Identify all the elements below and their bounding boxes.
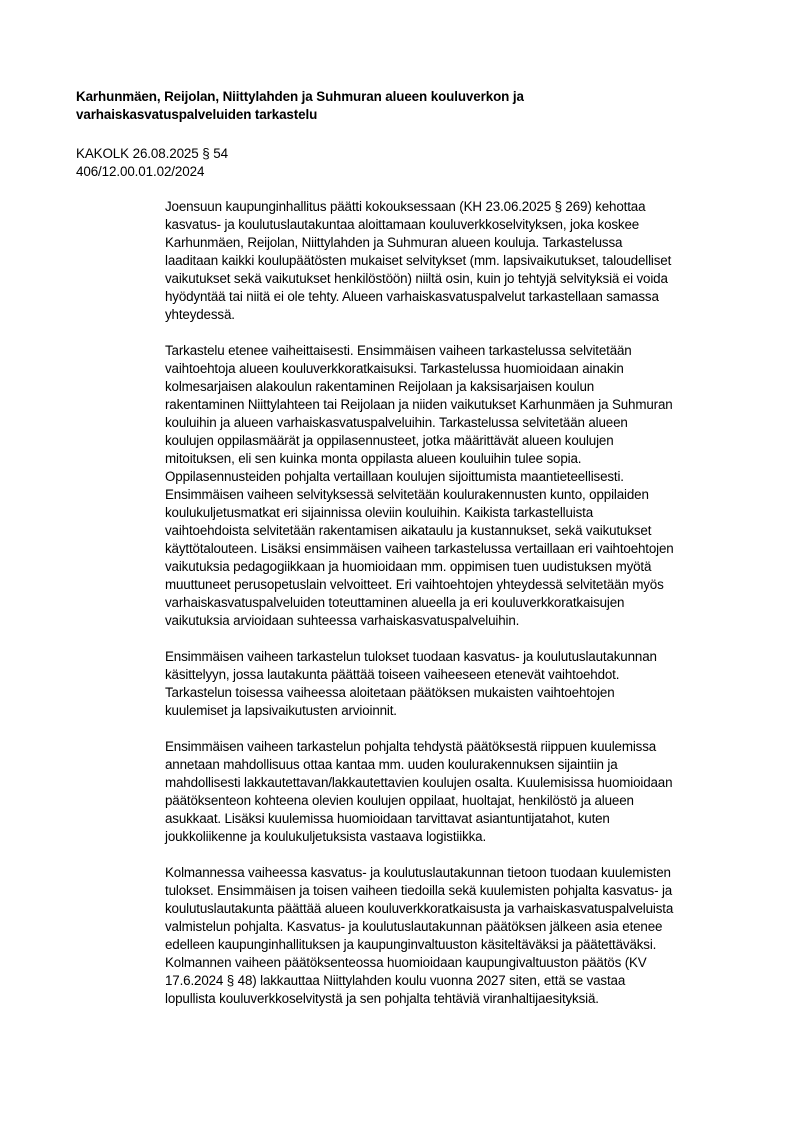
record-number: 406/12.00.01.02/2024 [76,164,205,179]
paragraph: Tarkastelu etenee vaiheittaisesti. Ensimmäisen vaiheen tarkastelussa selvitetään vaihtoehtoja alueen kouluverkkoratkaisuksi. Tarkastelussa huomioidaan ainakin kolmesarjaisen alakoulun rakentaminen Reijolaan ja kaksisarjaisen koulun rakentaminen Niittylahteen tai Reijolaan ja niiden vaikutukset Karhunmäen ja Suhmuran kouluihin ja alueen varhaiskasvatuspalveluihin. Tarkastelussa selvitetään alueen koulujen oppilasmäärät ja oppilasennusteet, jotka määrittävät alueen koulujen mitoituksen, eli sen kuinka monta oppilasta alueen kouluihin tulee sopia. Oppilasennusteiden pohjalta vertaillaan koulujen sijoittumista maantieteellisesti. Ensimmäisen vaiheen selvityksessä selvitetään koulurakennusten kunto, oppilaiden koulukuljetusmatkat eri sijainnissa oleviin kouluihin. Kaikista tarkastelluista vaihtoehdoista selvitetään rakentamisen aikataulu ja kustannukset, sekä vaikutukset käyttötalouteen. Lisäksi ensimmäisen vaiheen tarkastelussa vertaillaan eri vaihtoehtojen vaikutuksia pedagogiikkaan ja huomioidaan mm. oppimisen tuen uudistuksen myötä muuttuneet perusopetuslain velvoitteet. Eri vaihtoehtojen yhteydessä selvitetään myös varhaiskasvatuspalveluiden toteuttaminen alueella ja eri kouluverkkoratkaisujen vaikutuksia arvioidaan suhteessa varhaiskasvatuspalveluihin. [165,343,674,628]
document-meta [76,145,228,181]
document-body [165,198,745,1026]
document-title: Karhunmäen, Reijolan, Niittylahden ja Suhmuran alueen kouluverkon ja varhaiskasvatuspalveluiden tarkastelu [76,89,524,122]
paragraph: Joensuun kaupunginhallitus päätti kokouksessaan (KH 23.06.2025 § 269) kehottaa kasvatus- ja koulutuslautakuntaa aloittamaan kouluverkkoselvityksen, joka koskee Karhunmäen, Reijolan, Niittylahden ja Suhmuran alueen kouluja. Tarkastelussa laaditaan kaikki koulupäätösten mukaiset selvitykset (mm. lapsivaikutukset, taloudelliset vaikutukset sekä vaikutukset henkilöstöön) niiltä osin, kuin jo tehtyjä selvityksiä ei voida hyödyntää tai niitä ei ole tehty. Alueen varhaiskasvatuspalvelut tarkastellaan samassa yhteydessä. [165,199,672,322]
meeting-reference: KAKOLK 26.08.2025 § 54 [76,146,228,161]
paragraph: Ensimmäisen vaiheen tarkastelun tulokset tuodaan kasvatus- ja koulutuslautakunnan käsittelyyn, jossa lautakunta päättää toiseen vaiheeseen etenevät vaihtoehdot. Tarkastelun toisessa vaiheessa aloitetaan päätöksen mukaisten vaihtoehtojen kuulemiset ja lapsivaikutusten arvioinnit. [165,649,657,718]
paragraph: Ensimmäisen vaiheen tarkastelun pohjalta tehdystä päätöksestä riippuen kuulemissa annetaan mahdollisuus ottaa kantaa mm. uuden koulurakennuksen sijaintiin ja mahdollisesti lakkautettavan/lakkautettavien koulujen osalta. Kuulemisissa huomioidaan päätöksenteon kohteena olevien koulujen oppilaat, huoltajat, henkilöstö ja alueen asukkaat. Lisäksi kuulemissa huomioidaan tarvittavat asiantuntijatahot, kuten joukkoliikenne ja koulukuljetuksista vastaava logistiikka. [165,739,673,844]
paragraph: Kolmannessa vaiheessa kasvatus- ja koulutuslautakunnan tietoon tuodaan kuulemisten tulokset. Ensimmäisen ja toisen vaiheen tiedoilla sekä kuulemisten pohjalta kasvatus- ja koulutuslautakunta päättää alueen kouluverkkoratkaisusta ja varhaiskasvatuspalveluista valmistelun pohjalta. Kasvatus- ja koulutuslautakunnan päätöksen jälkeen asia etenee edelleen kaupunginhallituksen ja kaupunginvaltuuston käsiteltäväksi ja päätettäväksi. Kolmannen vaiheen päätöksenteossa huomioidaan kaupungivaltuuston päätös (KV 17.6.2024 § 48) lakkauttaa Niittylahden koulu vuonna 2027 siten, että se vastaa lopullista kouluverkkoselvitystä ja sen pohjalta tehtäviä viranhaltijaesityksiä. [165,865,674,1006]
